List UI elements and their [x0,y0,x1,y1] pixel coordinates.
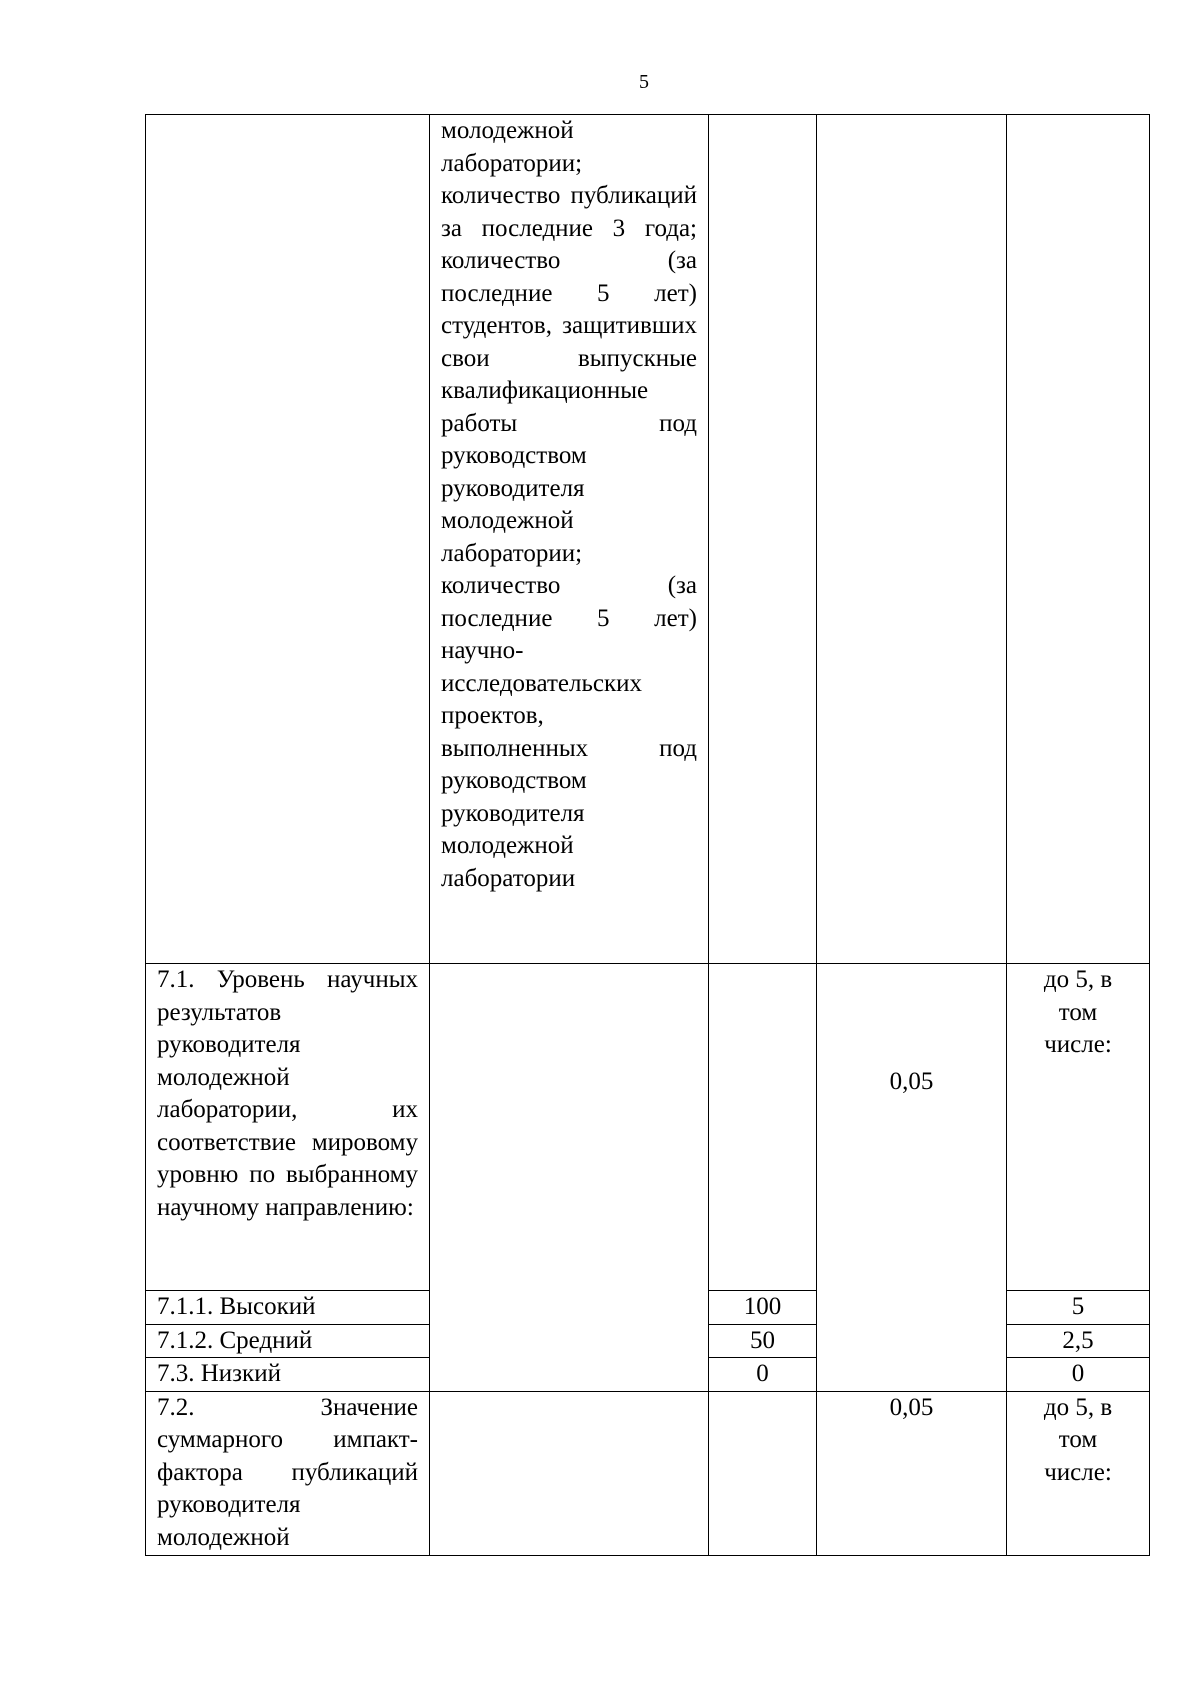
table-row-continuation [146,115,1150,964]
weight-value: 0,05 [889,1068,934,1095]
row-value: 0 [709,1358,817,1392]
cell-empty [430,964,709,1392]
cell-empty [709,115,817,964]
section-7-2-weight: 0,05 [817,1391,1007,1555]
row-value: 50 [709,1324,817,1358]
row-label: 7.1.2. Средний [146,1324,430,1358]
row-label: 7.1.1. Высокий [146,1291,430,1325]
row-label: 7.3. Низкий [146,1358,430,1392]
continuation-description: молодежной лаборатории; количество публикаций за последние 3 года; количество (за последние 5 лет) студентов, защитивших свои выпускные квалификационные работы под руководством руководителя молодежной лаборатории; количество (за последние 5 лет) научно-исследовательских проектов, выполненных под руководством руководителя молодежной лаборатории [430,115,709,964]
cell-empty [817,115,1007,964]
row-score: 2,5 [1007,1324,1150,1358]
row-value: 100 [709,1291,817,1325]
cell-empty [430,1391,709,1555]
cell-empty [1007,115,1150,964]
section-7-2-title: 7.2. Значение суммарного импакт-фактора публикаций руководителя молодежной [146,1391,430,1555]
section-7-1-title: 7.1. Уровень научных результатов руководителя молодежной лаборатории, их соответствие мировому уровню по выбранному научному направлению: [146,964,430,1291]
section-7-1-max-score: до 5, в том числе: [1007,964,1150,1291]
cell-empty [146,115,430,964]
section-7-1-weight [817,964,1007,1392]
cell-empty [709,1391,817,1555]
row-score: 5 [1007,1291,1150,1325]
row-score: 0 [1007,1358,1150,1392]
table-row-7-2 [146,1391,1150,1555]
table-row-7-1 [146,964,1150,1291]
criteria-table [145,114,1150,1556]
page-number: 5 [639,71,649,93]
section-7-2-max-score: до 5, в том числе: [1007,1391,1150,1555]
cell-empty [709,964,817,1291]
